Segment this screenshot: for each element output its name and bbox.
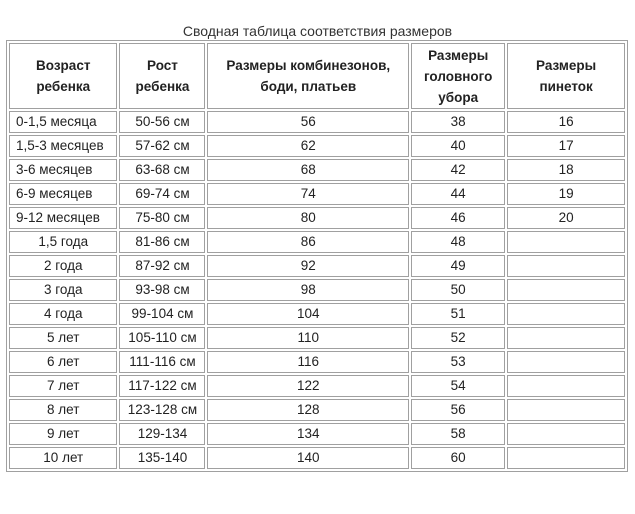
cell-booties-size <box>507 327 625 349</box>
cell-height: 75-80 см <box>119 207 205 229</box>
cell-hat-size: 38 <box>411 111 505 133</box>
cell-booties-size: 20 <box>507 207 625 229</box>
cell-hat-size: 58 <box>411 423 505 445</box>
cell-age: 9-12 месяцев <box>9 207 117 229</box>
cell-height: 135-140 <box>119 447 205 469</box>
table-row <box>9 423 625 445</box>
cell-clothes-size: 122 <box>207 375 409 397</box>
cell-hat-size: 52 <box>411 327 505 349</box>
cell-booties-size <box>507 231 625 253</box>
cell-clothes-size: 68 <box>207 159 409 181</box>
size-table <box>6 40 628 472</box>
cell-hat-size: 50 <box>411 279 505 301</box>
cell-clothes-size: 98 <box>207 279 409 301</box>
cell-booties-size <box>507 375 625 397</box>
table-caption: Сводная таблица соответствия размеров <box>182 23 453 39</box>
cell-clothes-size: 116 <box>207 351 409 373</box>
cell-age: 8 лет <box>9 399 117 421</box>
cell-clothes-size: 86 <box>207 231 409 253</box>
cell-height: 129-134 <box>119 423 205 445</box>
cell-height: 117-122 см <box>119 375 205 397</box>
cell-height: 123-128 см <box>119 399 205 421</box>
cell-hat-size: 56 <box>411 399 505 421</box>
cell-age: 1,5-3 месяцев <box>9 135 117 157</box>
cell-booties-size <box>507 255 625 277</box>
cell-clothes-size: 62 <box>207 135 409 157</box>
cell-clothes-size: 92 <box>207 255 409 277</box>
cell-age: 10 лет <box>9 447 117 469</box>
cell-clothes-size: 74 <box>207 183 409 205</box>
cell-booties-size <box>507 423 625 445</box>
table-row <box>9 303 625 325</box>
cell-age: 3-6 месяцев <box>9 159 117 181</box>
cell-hat-size: 40 <box>411 135 505 157</box>
cell-clothes-size: 134 <box>207 423 409 445</box>
cell-hat-size: 48 <box>411 231 505 253</box>
cell-booties-size <box>507 447 625 469</box>
cell-hat-size: 42 <box>411 159 505 181</box>
table-row <box>9 135 625 157</box>
header-age: Возраст ребенка <box>9 43 117 109</box>
cell-height: 99-104 см <box>119 303 205 325</box>
cell-hat-size: 53 <box>411 351 505 373</box>
cell-booties-size <box>507 279 625 301</box>
cell-hat-size: 51 <box>411 303 505 325</box>
cell-clothes-size: 128 <box>207 399 409 421</box>
cell-age: 2 года <box>9 255 117 277</box>
cell-hat-size: 46 <box>411 207 505 229</box>
cell-age: 1,5 года <box>9 231 117 253</box>
cell-hat-size: 49 <box>411 255 505 277</box>
cell-booties-size <box>507 351 625 373</box>
cell-height: 63-68 см <box>119 159 205 181</box>
table-row <box>9 375 625 397</box>
cell-height: 69-74 см <box>119 183 205 205</box>
cell-age: 6-9 месяцев <box>9 183 117 205</box>
table-body <box>9 111 625 469</box>
header-row <box>9 43 625 109</box>
cell-hat-size: 54 <box>411 375 505 397</box>
table-row <box>9 183 625 205</box>
table-header <box>9 43 625 109</box>
cell-clothes-size: 110 <box>207 327 409 349</box>
cell-age: 0-1,5 месяца <box>9 111 117 133</box>
cell-booties-size: 19 <box>507 183 625 205</box>
table-row <box>9 399 625 421</box>
table-row <box>9 279 625 301</box>
cell-clothes-size: 140 <box>207 447 409 469</box>
cell-age: 4 года <box>9 303 117 325</box>
cell-height: 105-110 см <box>119 327 205 349</box>
cell-height: 50-56 см <box>119 111 205 133</box>
cell-booties-size: 16 <box>507 111 625 133</box>
cell-age: 7 лет <box>9 375 117 397</box>
table-row <box>9 159 625 181</box>
cell-age: 3 года <box>9 279 117 301</box>
cell-height: 57-62 см <box>119 135 205 157</box>
table-row <box>9 207 625 229</box>
header-height: Рост ребенка <box>119 43 205 109</box>
cell-height: 93-98 см <box>119 279 205 301</box>
table-row <box>9 255 625 277</box>
cell-height: 87-92 см <box>119 255 205 277</box>
cell-clothes-size: 104 <box>207 303 409 325</box>
cell-height: 111-116 см <box>119 351 205 373</box>
cell-clothes-size: 80 <box>207 207 409 229</box>
header-booties-size: Размеры пинеток <box>507 43 625 109</box>
cell-age: 5 лет <box>9 327 117 349</box>
cell-clothes-size: 56 <box>207 111 409 133</box>
table-row <box>9 327 625 349</box>
cell-hat-size: 60 <box>411 447 505 469</box>
cell-booties-size: 17 <box>507 135 625 157</box>
cell-booties-size <box>507 399 625 421</box>
table-row <box>9 111 625 133</box>
cell-booties-size <box>507 303 625 325</box>
cell-hat-size: 44 <box>411 183 505 205</box>
table-row <box>9 231 625 253</box>
header-clothes-size: Размеры комбинезонов, боди, платьев <box>207 43 409 109</box>
cell-age: 6 лет <box>9 351 117 373</box>
cell-booties-size: 18 <box>507 159 625 181</box>
table-row <box>9 447 625 469</box>
cell-height: 81-86 см <box>119 231 205 253</box>
header-hat-size: Размеры головного убора <box>411 43 505 109</box>
table-row <box>9 351 625 373</box>
cell-age: 9 лет <box>9 423 117 445</box>
